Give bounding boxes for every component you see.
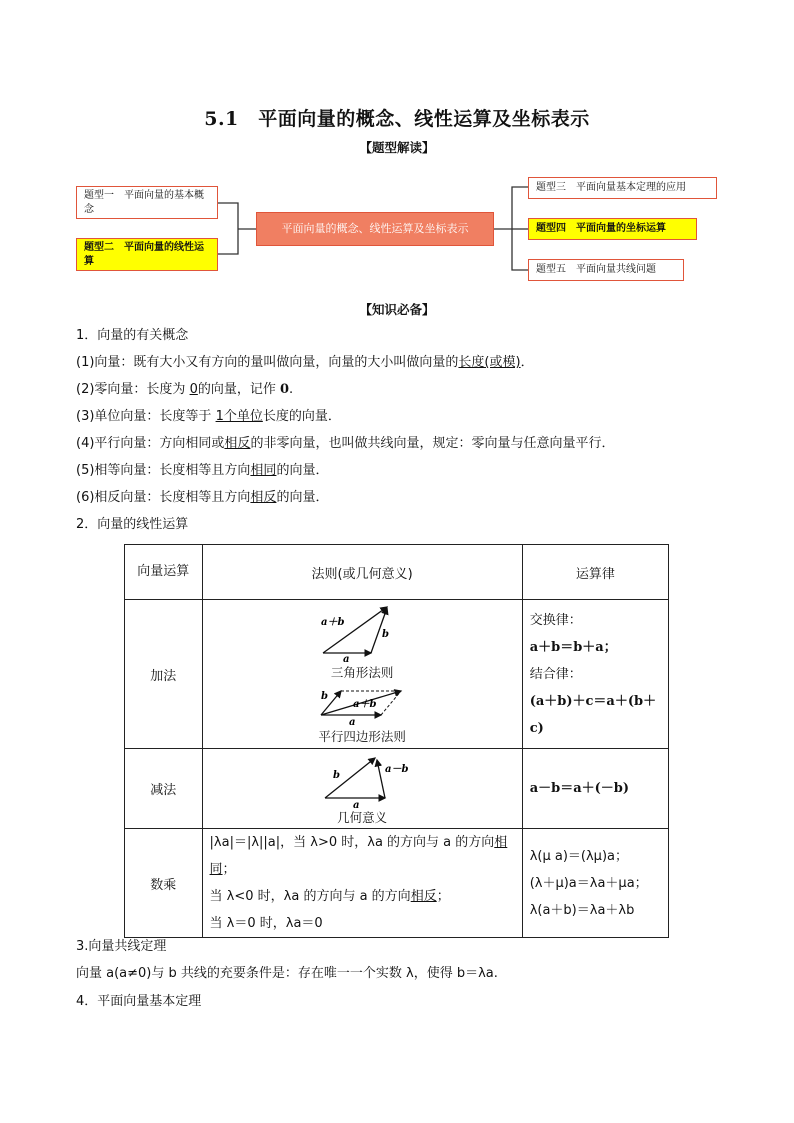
parallelogram-rule-diagram — [307, 685, 417, 727]
para-label-sum: a＋b — [353, 699, 377, 710]
mindmap-type5-label: 题型五 平面向量共线问题 — [536, 264, 656, 275]
table-row-scalar — [125, 829, 669, 938]
mindmap-type4[interactable] — [528, 218, 697, 240]
sub-label-diff: a－b — [385, 763, 409, 775]
para-label-a: a — [349, 717, 356, 727]
table-header-row — [125, 545, 669, 600]
header-laws: 运算律 — [522, 545, 668, 600]
tri-label-sum: a＋b — [321, 617, 345, 628]
subtraction-law-cell — [522, 749, 668, 829]
section-heading-types: 【题型解读】 — [359, 140, 435, 155]
triangle-rule-caption: 三角形法则 — [330, 665, 394, 680]
operations-table — [124, 544, 669, 938]
scalar-rule-cell — [202, 829, 522, 938]
triangle-rule-diagram — [307, 603, 417, 663]
concept-item-1: (1)向量：既有大小又有方向的量叫做向量，向量的大小叫做向量的长度(或模)． — [76, 355, 534, 370]
mindmap-type4-label: 题型四 平面向量的坐标运算 — [536, 223, 666, 234]
scalar-law-3: λ(a＋b)＝λa＋λb — [529, 902, 635, 918]
law-subtraction: a－b＝a＋(－b) — [529, 781, 630, 796]
op-name-scalar: 数乘 — [125, 829, 203, 938]
scalar-law-2: (λ＋μ)a＝λa＋μa； — [529, 875, 648, 891]
addition-laws-cell — [522, 600, 668, 749]
concepts-heading: 1．向量的有关概念 — [76, 328, 189, 343]
table-row-addition — [125, 600, 669, 749]
law-associative-label: 结合律： — [529, 666, 582, 682]
mindmap-type3-label: 题型三 平面向量基本定理的应用 — [536, 182, 686, 193]
subtraction-diagram — [307, 752, 417, 808]
mindmap-type5[interactable] — [528, 259, 684, 281]
concept-item-3: (3)单位向量：长度等于 1个单位长度的向量． — [76, 409, 341, 424]
scalar-rule-2: 当 λ<0 时，λa 的方向与 a 的方向相反； — [209, 889, 450, 904]
page-title: 5.1 平面向量的概念、线性运算及坐标表示 — [204, 108, 590, 130]
concept-item-2: (2)零向量：长度为 0的向量，记作 0. — [76, 382, 294, 397]
mindmap-type3[interactable] — [528, 177, 717, 199]
parallelogram-rule-caption: 平行四边形法则 — [318, 729, 406, 744]
concept-item-4: (4)平行向量：方向相同或相反的非零向量，也叫做共线向量，规定：零向量与任意向量平行． — [76, 436, 615, 451]
concept-item-6: (6)相反向量：长度相等且方向相反的向量． — [76, 490, 329, 505]
para-label-b: b — [321, 691, 329, 702]
collinear-heading: 3.向量共线定理 — [76, 939, 167, 954]
table-row-subtraction — [125, 749, 669, 829]
addition-rule-cell — [202, 600, 522, 749]
tri-label-b: b — [382, 629, 390, 640]
mindmap-type2[interactable] — [76, 238, 218, 271]
collinear-text: 向量 a(a≠0)与 b 共线的充要条件是：存在唯一一个实数 λ，使得 b＝λa. — [76, 966, 498, 981]
mindmap-type2-label: 题型二 平面向量的线性运算 — [84, 242, 204, 267]
tri-label-a: a — [343, 654, 350, 663]
header-operation: 向量运算 — [125, 545, 203, 600]
section-heading-knowledge: 【知识必备】 — [359, 302, 435, 317]
mindmap-type1-label: 题型一 平面向量的基本概念 — [84, 190, 204, 215]
header-rule: 法则(或几何意义) — [202, 545, 522, 600]
mindmap-center[interactable] — [256, 212, 494, 246]
linear-heading: 2．向量的线性运算 — [76, 517, 189, 532]
concept-item-5: (5)相等向量：长度相等且方向相同的向量． — [76, 463, 329, 478]
basic-theorem-heading: 4．平面向量基本定理 — [76, 994, 202, 1009]
subtraction-caption: 几何意义 — [337, 809, 388, 825]
law-commutative: a＋b＝b＋a； — [529, 639, 617, 655]
sub-label-a: a — [353, 799, 360, 808]
scalar-laws-cell — [522, 829, 668, 938]
op-name-subtraction: 减法 — [125, 749, 203, 829]
sub-label-b: b — [333, 769, 341, 781]
mindmap-center-label: 平面向量的概念、线性运算及坐标表示 — [281, 222, 469, 235]
law-commutative-label: 交换律： — [529, 612, 582, 628]
mindmap-type1[interactable] — [76, 186, 218, 219]
scalar-law-1: λ(μ a)＝(λμ)a； — [529, 848, 628, 864]
scalar-rule-3: 当 λ＝0 时，λa＝0 — [209, 916, 323, 931]
law-associative: (a＋b)＋c＝a＋(b＋c) — [529, 693, 657, 736]
subtraction-rule-cell — [202, 749, 522, 829]
scalar-rule-1: |λa|＝|λ||a|，当 λ>0 时，λa 的方向与 a 的方向相同； — [209, 835, 508, 877]
op-name-addition: 加法 — [125, 600, 203, 749]
